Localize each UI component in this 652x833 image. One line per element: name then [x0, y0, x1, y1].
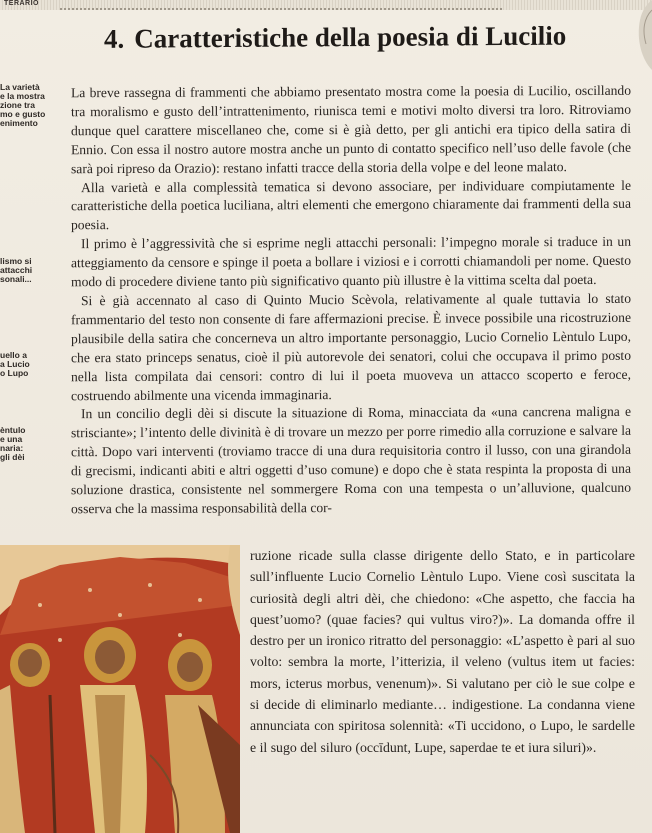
chapter-title [104, 20, 624, 55]
main-text-block [71, 82, 631, 519]
margin-note-1: La varietà e la mostra zione tra mo e gusto enimento [0, 83, 46, 128]
chapter-number: 4. [104, 23, 125, 54]
margin-note-2: lismo si attacchi sonali... [0, 257, 33, 284]
paragraph-3: Il primo è l’aggressività che si esprime negli attacchi personali: l’impegno morale si traduce in un atteggiamento da censore e spinge il poeta a bollare i viziosi e i corrotti chiamandoli per nome. Questo modo di procedere diviene tanto più significativo quanto più illustre è la vittima scelta dal poeta. [71, 234, 631, 290]
paragraph-1: La breve rassegna di frammenti che abbiamo presentato mostra come la poesia di Lucilio, oscillando tra moralismo e gusto dell’intrattenimento, riunisca temi e motivi molto diversi tra loro. Ritroviamo dunque quel carattere miscellaneo che, come si è già detto, per gli antichi era tipico della satira di Ennio. Con essa il nostro autore mostra anche un punto di contatto specifico nell’uso delle favole (che sarà poi ripreso da Orazio): restano infatti tracce della storia della volpe e del leone malato. [71, 82, 631, 176]
paragraph-4: Si è già accennato al caso di Quinto Mucio Scèvola, relativamente al quale tuttavia lo stato frammentario del testo non consente di fare affermazioni precise. È invece possibile una ricostruzione plausibile della satira che concerneva un altro importante personaggio, Lucio Cornelio Lèntulo Lupo, che era stato princeps senatus, cioè il più autorevole dei senatori, colui che occupava il primo posto nella lista compilata dai censori: contro di lui il poeta muoveva un attacco scoperto e feroce, costruendo abilmente una vicenda immaginaria. [71, 290, 631, 403]
continuation-text: ruzione ricade sulla classe dirigente dello Stato, e in particolare sull’influente Lucio Cornelio Lèntulo Lupo. Viene così suscitata la curiosità degli altri dèi, che chiedono: «Che aspetto, che faccia ha quest’uomo? (quae facies? qui vultus viro?)». La domanda offre il destro per un ironico ritratto del personaggio: «L’aspetto è pari al suo volto: sembra la morte, l’itterizia, il veleno (vultus item ut facies: mors, icterus morbus, venenum)». Si valutano per ciò le sue colpe e si decide di eliminarlo mediante… indigestione. La condanna viene annunciata con spiritosa solennità: «Ti uccidono, o Lupo, le sardelle e il sugo del siluro (occīdunt, Lupe, saperdae te et iura siluri)». [250, 548, 635, 755]
chapter-title-text: Caratteristiche della poesia di Lucilio [134, 20, 567, 54]
margin-note-3: uello a a Lucio o Lupo [0, 351, 30, 378]
dotted-rule [60, 8, 502, 10]
fresco-illustration [0, 545, 240, 833]
section-header-label: TERARIO [4, 0, 39, 7]
paragraph-2: Alla varietà e alla complessità tematica si devono associare, per individuare compiutamente le caratteristiche della poetica luciliana, altri elementi che emergono chiaramente dai frammenti della sua poesia. [71, 177, 631, 233]
page-curl-decoration [622, 0, 652, 70]
paragraph-5: In un concilio degli dèi si discute la situazione di Roma, minacciata da «una cancrena maligna e strisciante»; l’intento delle divinità è di trovare un mezzo per porre rimedio alla corruzione e salvare la città. Dopo vari interventi (troviamo tracce di una dura requisitoria contro il lusso, con una girandola di grecismi, indicanti abiti e altri oggetti d’uso comune) e dopo che è stata respinta la proposta di una soluzione drastica, consistente nel sommergere Roma con una tempesta o un’alluvione, qualcuno osserva che la massima responsabilità della cor- [71, 404, 631, 517]
margin-note-4: èntulo e una naria: gli dèi [0, 426, 26, 462]
